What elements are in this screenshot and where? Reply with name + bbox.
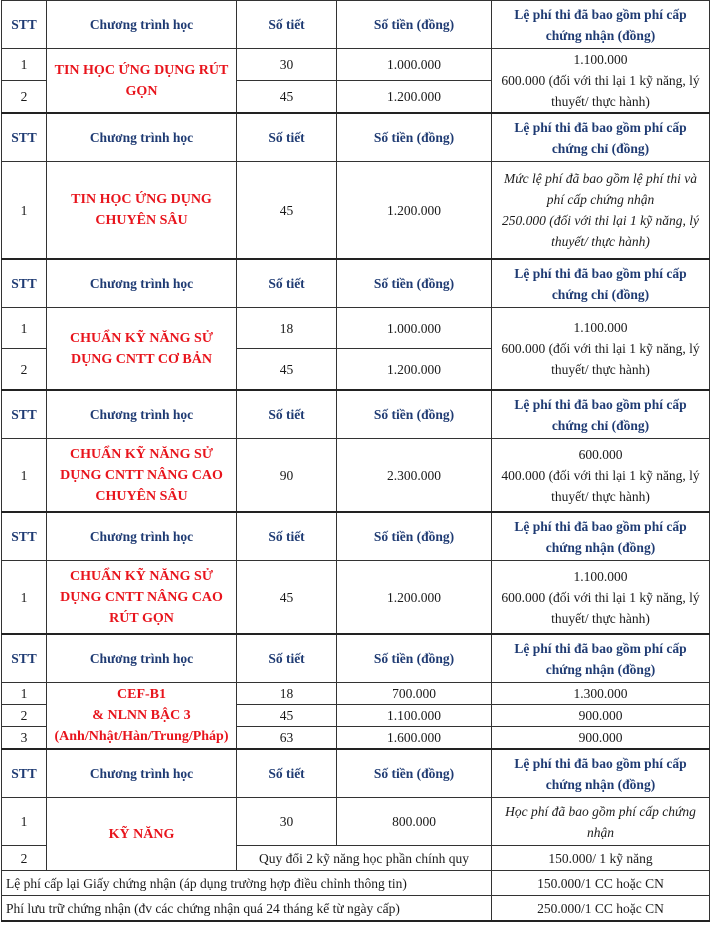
table-row	[2, 561, 710, 635]
footer-label: Lệ phí cấp lại Giấy chứng nhận (áp dụng trường hợp điều chỉnh thông tin)	[2, 871, 492, 896]
periods-cell: 45	[237, 705, 337, 727]
stt-cell: 2	[2, 349, 47, 391]
periods-cell: 30	[237, 798, 337, 846]
fee-cell: 900.000	[492, 727, 710, 750]
header-periods: Số tiết	[237, 1, 337, 49]
fee-cell: 900.000	[492, 705, 710, 727]
stt-cell: 1	[2, 683, 47, 705]
amount-cell: 1.600.000	[337, 727, 492, 750]
stt-cell: 1	[2, 439, 47, 513]
header-row	[2, 1, 710, 49]
fee-line: 600.000 (đối với thi lại 1 kỹ năng, lý thuyết/ thực hành)	[501, 73, 700, 109]
amount-cell: 1.100.000	[337, 705, 492, 727]
fee-line: 1.100.000	[573, 52, 628, 67]
tuition-fee-table	[1, 0, 710, 922]
fee-cell	[492, 49, 710, 114]
amount-cell: 1.000.000	[337, 49, 492, 81]
header-program: Chương trình học	[47, 113, 237, 162]
amount-cell: 800.000	[337, 798, 492, 846]
stt-cell: 1	[2, 162, 47, 260]
fee-cell: 1.300.000	[492, 683, 710, 705]
header-periods: Số tiết	[237, 634, 337, 683]
header-program: Chương trình học	[47, 1, 237, 49]
table-row	[2, 798, 710, 846]
stt-cell: 1	[2, 49, 47, 81]
footer-row	[2, 871, 710, 896]
header-amount: Số tiền (đồng)	[337, 512, 492, 561]
amount-cell: 700.000	[337, 683, 492, 705]
periods-cell: 30	[237, 49, 337, 81]
program-name	[47, 683, 237, 750]
stt-cell: 1	[2, 561, 47, 635]
header-amount: Số tiền (đồng)	[337, 634, 492, 683]
program-name: CHUẨN KỸ NĂNG SỬ DỤNG CNTT NÂNG CAO RÚT GỌN	[47, 561, 237, 635]
table-row	[2, 683, 710, 705]
fee-line: 600.000 (đối với thi lại 1 kỹ năng, lý thuyết/ thực hành)	[501, 341, 700, 377]
header-amount: Số tiền (đồng)	[337, 749, 492, 798]
header-row	[2, 259, 710, 308]
stt-cell: 3	[2, 727, 47, 750]
fee-line: 600.000	[578, 446, 623, 462]
footer-label: Phí lưu trữ chứng nhận (đv các chứng nhận quá 24 tháng kể từ ngày cấp)	[2, 896, 492, 922]
program-name: TIN HỌC ỨNG DỤNG CHUYÊN SÂU	[47, 162, 237, 260]
footer-row	[2, 896, 710, 922]
header-amount: Số tiền (đồng)	[337, 390, 492, 439]
header-fee: Lệ phí thi đã bao gồm phí cấp chứng nhận (đồng)	[492, 512, 710, 561]
merged-cell: Quy đổi 2 kỹ năng học phần chính quy	[237, 846, 492, 871]
stt-cell: 1	[2, 308, 47, 349]
fee-line: Mức lệ phí đã bao gồm lệ phí thi và phí cấp chứng nhận	[504, 171, 697, 207]
header-row	[2, 512, 710, 561]
header-fee: Lệ phí thi đã bao gồm phí cấp chứng chỉ (đồng)	[492, 259, 710, 308]
periods-cell: 45	[237, 80, 337, 113]
header-program: Chương trình học	[47, 749, 237, 798]
amount-cell: 1.200.000	[337, 162, 492, 260]
program-line: & NLNN BẬC 3	[92, 708, 191, 723]
periods-cell: 63	[237, 727, 337, 750]
fee-cell	[492, 308, 710, 391]
header-fee: Lệ phí thi đã bao gồm phí cấp chứng nhận (đồng)	[492, 1, 710, 49]
header-program: Chương trình học	[47, 512, 237, 561]
header-row	[2, 634, 710, 683]
program-line: (Anh/Nhật/Hàn/Trung/Pháp)	[54, 729, 229, 744]
amount-cell: 2.300.000	[337, 439, 492, 513]
header-fee: Lệ phí thi đã bao gồm phí cấp chứng chỉ (đồng)	[492, 390, 710, 439]
fee-line: 400.000 (đối với thi lại 1 kỹ năng, lý thuyết/ thực hành)	[501, 467, 700, 504]
amount-cell: 1.200.000	[337, 349, 492, 391]
footer-value: 150.000/1 CC hoặc CN	[492, 871, 710, 896]
header-program: Chương trình học	[47, 390, 237, 439]
header-stt: STT	[2, 1, 47, 49]
header-periods: Số tiết	[237, 259, 337, 308]
table-row	[2, 49, 710, 81]
program-name: CHUẨN KỸ NĂNG SỬ DỤNG CNTT NÂNG CAO CHUYÊN SÂU	[47, 439, 237, 513]
header-row	[2, 749, 710, 798]
periods-cell: 45	[237, 162, 337, 260]
program-name: TIN HỌC ỨNG DỤNG RÚT GỌN	[47, 49, 237, 114]
footer-value: 250.000/1 CC hoặc CN	[492, 896, 710, 922]
program-name: CHUẨN KỸ NĂNG SỬ DỤNG CNTT CƠ BẢN	[47, 308, 237, 391]
amount-cell: 1.200.000	[337, 80, 492, 113]
header-periods: Số tiết	[237, 512, 337, 561]
header-row	[2, 113, 710, 162]
fee-cell: 150.000/ 1 kỹ năng	[492, 846, 710, 871]
fee-line: 1.100.000	[573, 568, 628, 584]
header-stt: STT	[2, 113, 47, 162]
header-stt: STT	[2, 634, 47, 683]
header-stt: STT	[2, 512, 47, 561]
periods-cell: 18	[237, 683, 337, 705]
header-stt: STT	[2, 749, 47, 798]
header-amount: Số tiền (đồng)	[337, 259, 492, 308]
header-periods: Số tiết	[237, 749, 337, 798]
header-amount: Số tiền (đồng)	[337, 1, 492, 49]
program-line: CEF-B1	[117, 687, 166, 702]
header-periods: Số tiết	[237, 390, 337, 439]
header-program: Chương trình học	[47, 634, 237, 683]
fee-line: 1.100.000	[573, 320, 628, 335]
stt-cell: 1	[2, 798, 47, 846]
fee-line: 600.000 (đối với thi lại 1 kỹ năng, lý thuyết/ thực hành)	[501, 589, 700, 626]
header-stt: STT	[2, 390, 47, 439]
amount-cell: 1.000.000	[337, 308, 492, 349]
table-row	[2, 162, 710, 260]
fee-cell	[492, 162, 710, 260]
program-name: KỸ NĂNG	[47, 798, 237, 871]
stt-cell: 2	[2, 80, 47, 113]
amount-cell: 1.200.000	[337, 561, 492, 635]
header-stt: STT	[2, 259, 47, 308]
header-amount: Số tiền (đồng)	[337, 113, 492, 162]
header-periods: Số tiết	[237, 113, 337, 162]
table-row	[2, 308, 710, 349]
header-row	[2, 390, 710, 439]
header-program: Chương trình học	[47, 259, 237, 308]
fee-cell	[492, 439, 710, 513]
periods-cell: 90	[237, 439, 337, 513]
fee-cell: Học phí đã bao gồm phí cấp chứng nhận	[492, 798, 710, 846]
fee-cell	[492, 561, 710, 635]
header-fee: Lệ phí thi đã bao gồm phí cấp chứng chỉ (đồng)	[492, 113, 710, 162]
header-fee: Lệ phí thi đã bao gồm phí cấp chứng nhận (đồng)	[492, 634, 710, 683]
periods-cell: 18	[237, 308, 337, 349]
table-row	[2, 439, 710, 513]
periods-cell: 45	[237, 561, 337, 635]
header-fee: Lệ phí thi đã bao gồm phí cấp chứng nhận (đồng)	[492, 749, 710, 798]
stt-cell: 2	[2, 846, 47, 871]
fee-line: 250.000 (đối với thi lại 1 kỹ năng, lý thuyết/ thực hành)	[502, 213, 699, 249]
stt-cell: 2	[2, 705, 47, 727]
periods-cell: 45	[237, 349, 337, 391]
